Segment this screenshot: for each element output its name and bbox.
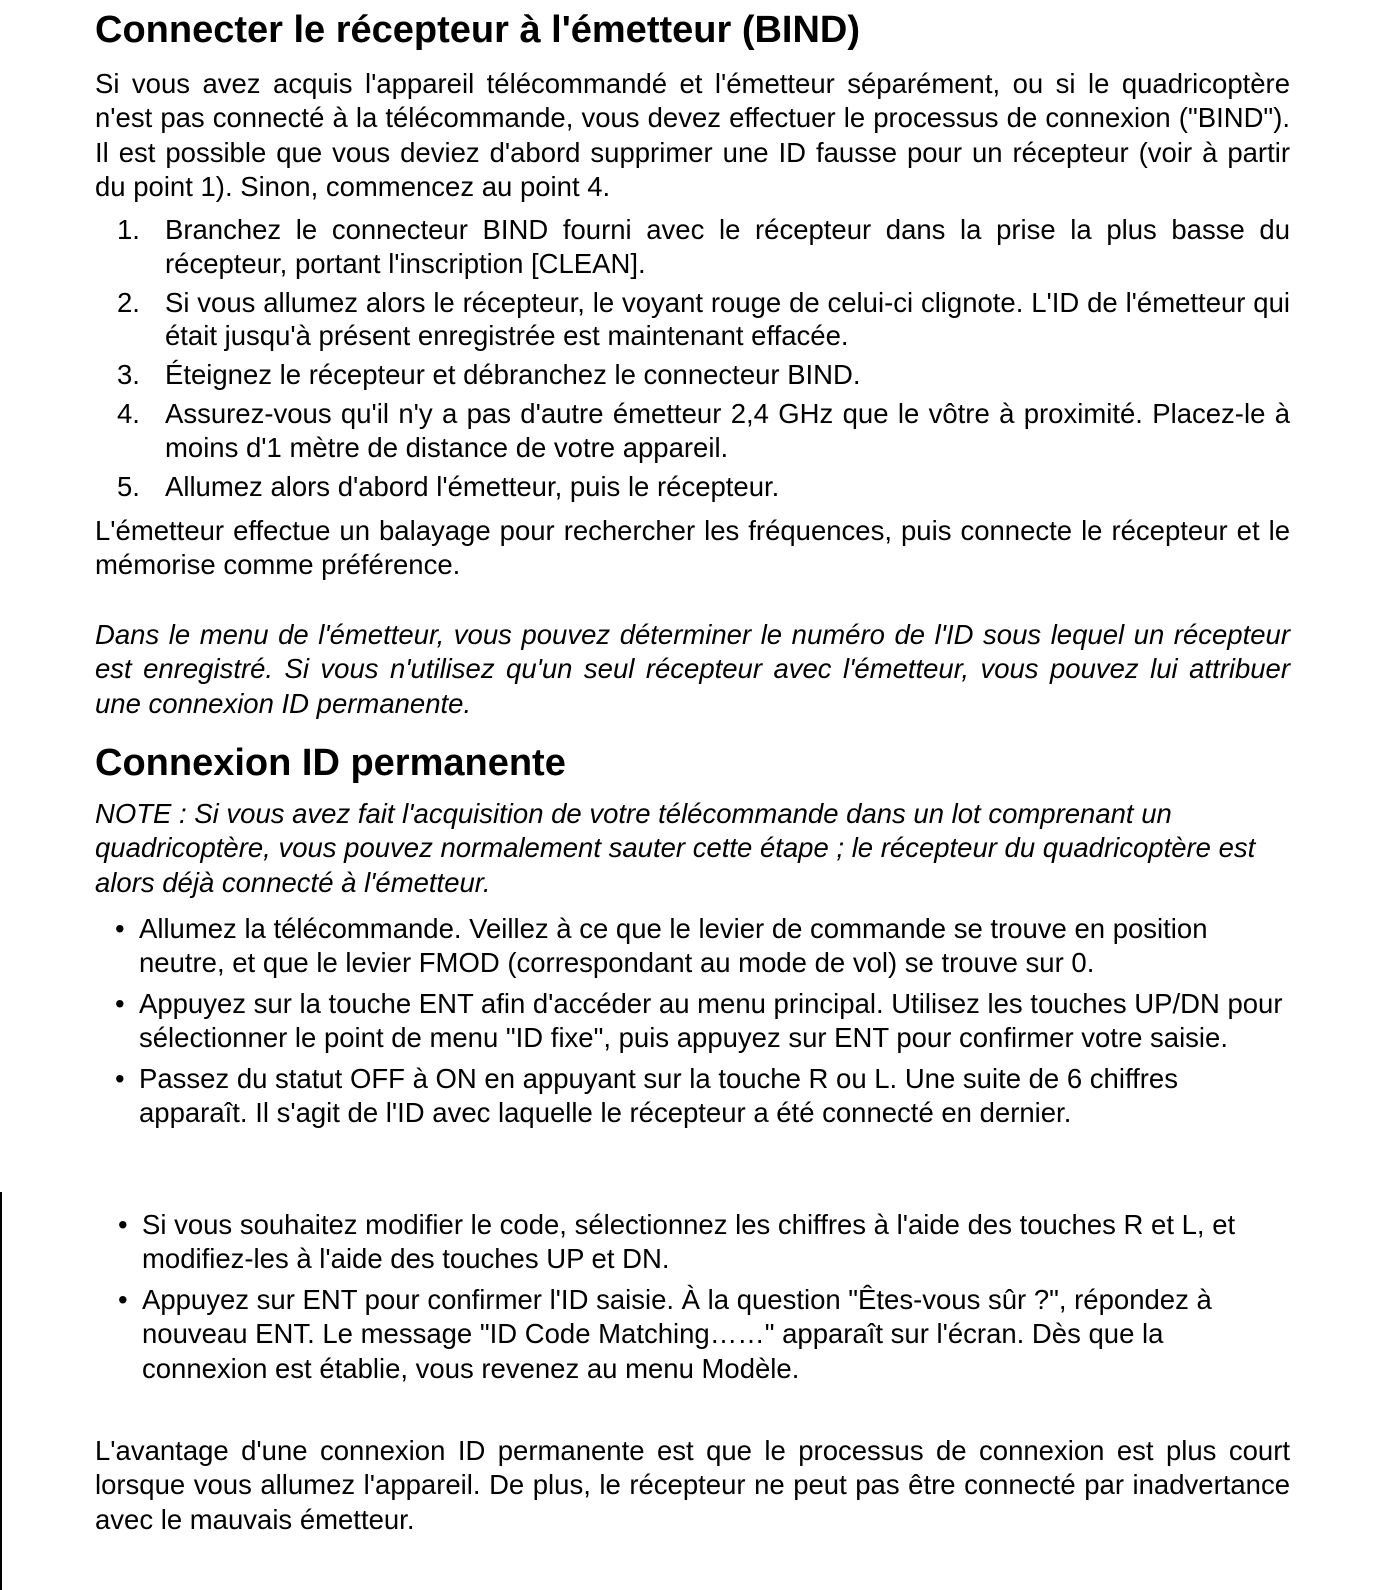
bullet-text: Appuyez sur la touche ENT afin d'accéder au menu principal. Utilisez les touches UP/DN pour sélectionner le point de menu "ID fixe", puis appuyez sur ENT pour confirmer votre saisie. (139, 988, 1283, 1054)
step-number: 4. (117, 398, 140, 429)
bullet-text: Si vous souhaitez modifier le code, sélectionnez les chiffres à l'aide des touches R et L, et modifiez-les à l'aide des touches UP et DN. (142, 1209, 1236, 1275)
list-item (98, 1208, 1293, 1277)
step-number: 3. (117, 359, 140, 390)
bullet-mark: • (115, 1063, 125, 1095)
step-number: 2. (117, 286, 140, 318)
step-text: Branchez le connecteur BIND fourni avec le récepteur dans la prise la plus basse du récepteur, portant l'inscription [CLEAN]. (165, 214, 1290, 279)
bullet-text: Appuyez sur ENT pour confirmer l'ID saisie. À la question "Êtes-vous sûr ?", répondez à nouveau ENT. Le message "ID Code Matching……" apparaît sur l'écran. Dès que la connexion est établie, vous revenez au menu Modèle. (142, 1284, 1212, 1384)
permanent-id-bullets-b (98, 1208, 1293, 1392)
step-number: 5. (117, 470, 140, 502)
bullet-mark: • (118, 1284, 128, 1316)
list-item (95, 358, 1290, 392)
italic-note-paragraph: Dans le menu de l'émetteur, vous pouvez déterminer le numéro de l'ID sous lequel un récepteur est enregistré. Si vous n'utilisez qu'un seul récepteur avec l'émetteur, vous pouvez lui attribuer une connexion ID permanente. (95, 619, 1290, 719)
bullet-text: Passez du statut OFF à ON en appuyant sur la touche R ou L. Une suite de 6 chiffres apparaît. Il s'agit de l'ID avec laquelle le récepteur a été connecté en dernier. (139, 1063, 1178, 1129)
after-steps-paragraph: L'émetteur effectue un balayage pour rechercher les fréquences, puis connecte le récepteur et le mémorise comme préférence. (95, 515, 1290, 581)
bullet-mark: • (115, 913, 125, 944)
step-number: 1. (117, 214, 140, 245)
page-edge-line (0, 1192, 2, 1590)
list-item (95, 397, 1290, 464)
list-item (95, 1062, 1290, 1131)
list-item (98, 1283, 1293, 1386)
list-item (95, 213, 1290, 280)
bullet-text: Allumez la télécommande. Veillez à ce que le levier de commande se trouve en position neutre, et que le levier FMOD (correspondant au mode de vol) se trouve sur 0. (139, 913, 1208, 979)
list-item (95, 987, 1290, 1056)
step-text: Assurez-vous qu'il n'y a pas d'autre émetteur 2,4 GHz que le vôtre à proximité. Placez-le à moins d'1 mètre de distance de votre appareil. (165, 398, 1290, 463)
list-item (95, 470, 1290, 504)
list-item (95, 912, 1290, 981)
step-text: Éteignez le récepteur et débranchez le connecteur BIND. (165, 359, 861, 390)
bullet-mark: • (115, 988, 125, 1020)
section-title-permanent-id: Connexion ID permanente (95, 742, 566, 784)
bind-steps-list (95, 213, 1290, 509)
step-text: Si vous allumez alors le récepteur, le voyant rouge de celui-ci clignote. L'ID de l'émetteur qui était jusqu'à présent enregistrée est maintenant effacée. (165, 286, 1290, 351)
section-title-bind: Connecter le récepteur à l'émetteur (BIND) (95, 9, 861, 51)
list-item (95, 286, 1290, 353)
permanent-id-bullets-a (95, 912, 1290, 1137)
bullet-mark: • (118, 1209, 128, 1240)
step-text: Allumez alors d'abord l'émetteur, puis le récepteur. (165, 470, 780, 502)
intro-paragraph: Si vous avez acquis l'appareil télécommandé et l'émetteur séparément, ou si le quadricoptère n'est pas connecté à la télécommande, vous devez effectuer le processus de connexion ("BIND"). Il est possible que vous deviez d'abord supprimer une ID fausse pour un récepteur (voir à partir du point 1). Sinon, commencez au point 4. (95, 68, 1290, 202)
closing-paragraph: L'avantage d'une connexion ID permanente est que le processus de connexion est plus court lorsque vous allumez l'appareil. De plus, le récepteur ne peut pas être connecté par inadvertance avec le mauvais émetteur. (95, 1435, 1290, 1535)
note-paragraph: NOTE : Si vous avez fait l'acquisition de votre télécommande dans un lot comprenant un quadricoptère, vous pouvez normalement sauter cette étape ; le récepteur du quadricoptère est alors déjà connecté à l'émetteur. (95, 798, 1256, 898)
